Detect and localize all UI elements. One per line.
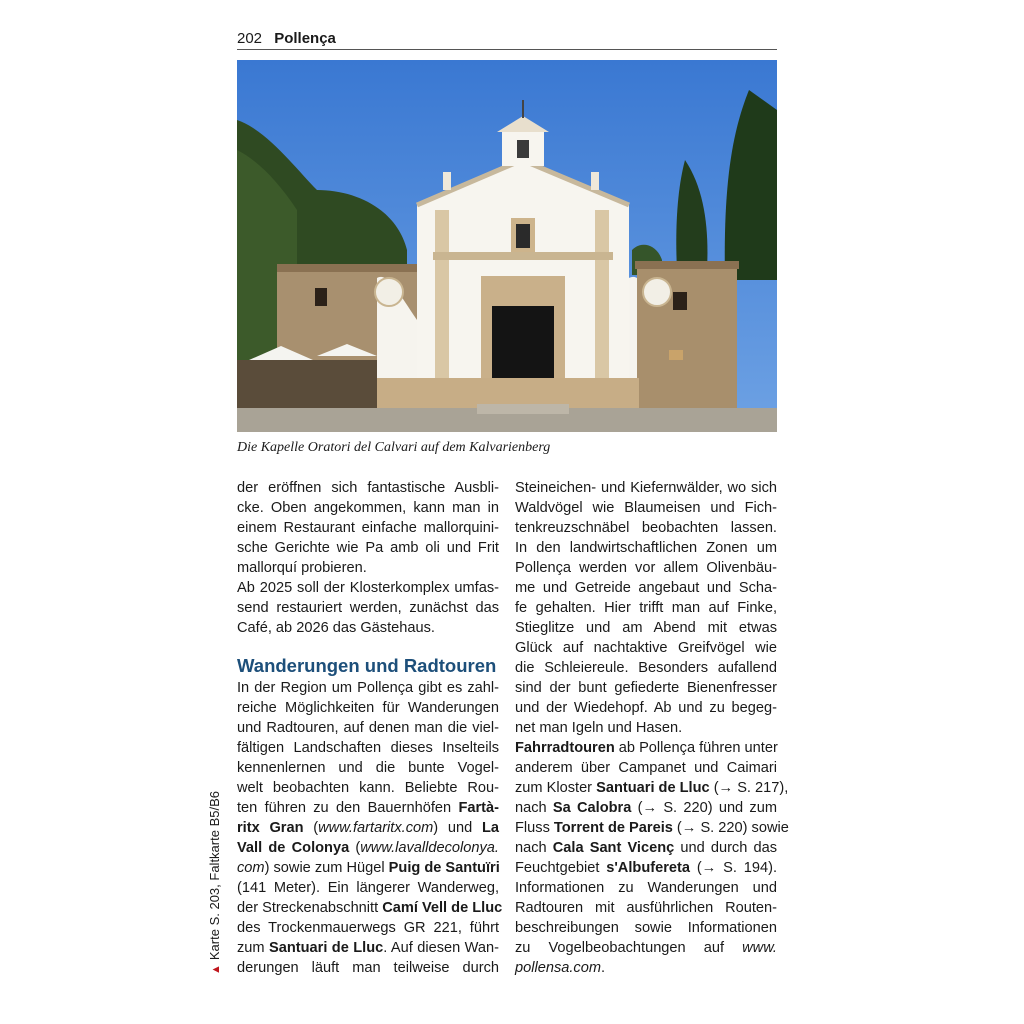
- text-line: Glück auf nachtaktive Greifvögel wie: [515, 640, 777, 656]
- text-line: ten führen zu den Bauernhöfen Fartà-: [237, 800, 499, 816]
- text-line: zu Vogelbeobachtungen auf www.: [515, 940, 777, 956]
- web-link[interactable]: com: [237, 860, 265, 876]
- text-line: fältigen Landschaften dieses Inselteils: [237, 740, 499, 756]
- place-name: s'Albufereta: [606, 860, 690, 876]
- text-line: kennenlernen und die bunte Vogel-: [237, 760, 499, 776]
- text-line: zum Santuari de Lluc. Auf diesen Wan-: [237, 940, 500, 956]
- page-reference[interactable]: (→ S. 217),: [709, 780, 789, 796]
- text-line: fe gehalten. Hier trifft man auf Finke,: [515, 600, 777, 616]
- chapter-title: Pollença: [274, 30, 336, 47]
- map-reference: [208, 791, 223, 975]
- text-line: ritx Gran (www.fartaritx.com) und La: [237, 820, 499, 836]
- map-reference-text: Karte S. 203, Faltkarte B5/B6: [207, 791, 222, 961]
- text-line: Stieglitze und am Abend mit etwas: [515, 620, 777, 636]
- bike-paragraph: [515, 738, 789, 978]
- text-line: nach Sa Calobra (→ S. 220) und zum: [515, 800, 777, 816]
- place-name: Sa Calobra: [552, 800, 632, 816]
- place-name: Fartà-: [458, 800, 499, 816]
- text-line: me und Getreide angebaut und Scha-: [515, 580, 777, 596]
- text-line: reiche Möglichkeiten für Wanderungen: [237, 700, 499, 716]
- text-line: der Streckenabschnitt Camí Vell de Lluc: [237, 900, 503, 916]
- web-link[interactable]: www.fartaritx.com: [318, 820, 434, 836]
- text-line: net man Igeln und Hasen.: [515, 720, 683, 736]
- text-line: com) sowie zum Hügel Puig de Santuïri: [237, 860, 500, 876]
- text-line: derungen läuft man teilweise durch: [237, 960, 499, 976]
- intro-paragraph: [237, 478, 499, 578]
- text-line: Pollença werden vor allem Olivenbäu-: [515, 560, 777, 576]
- text-line: Ab 2025 soll der Klosterkomplex umfas-: [237, 580, 499, 596]
- text-line: Fahrradtouren ab Pollença führen unter: [515, 740, 778, 756]
- text-line: mallorquí probieren.: [237, 560, 367, 576]
- text-line: tenkreuzschnäbel beobachten lassen.: [515, 520, 777, 536]
- keyword: Fahrradtouren: [515, 740, 615, 756]
- text-line: welt beobachten kann. Beliebte Rou-: [237, 780, 499, 796]
- place-name: Cala Sant Vicenç: [552, 840, 675, 856]
- page-reference[interactable]: (→ S. 220) und zum: [631, 800, 777, 816]
- text-line: Informationen zu Wanderungen und: [515, 880, 777, 896]
- triangle-marker-icon: ▲: [210, 964, 222, 975]
- text-line: des Trockenmauerwegs GR 221, führt: [237, 920, 499, 936]
- text-line: beschreibungen sowie Informationen: [515, 920, 777, 936]
- left-column: [237, 478, 503, 978]
- place-name: Torrent de Pareis: [553, 820, 673, 836]
- text-line: Vall de Colonya (www.lavalldecolonya.: [237, 840, 499, 856]
- text-line: Radtouren mit ausführlichen Routen-: [515, 900, 777, 916]
- place-name: Camí Vell de Lluc: [382, 900, 503, 916]
- text-line: und Radtouren, auf denen man die viel-: [237, 720, 499, 736]
- text-line: zum Kloster Santuari de Lluc (→ S. 217),: [515, 780, 789, 796]
- nature-paragraph: [515, 478, 777, 738]
- text-line: Feuchtgebiet s'Albufereta (→ S. 194).: [515, 860, 777, 876]
- place-name: Puig de Santuïri: [388, 860, 500, 876]
- text-line: der eröffnen sich fantastische Ausbli-: [237, 480, 499, 496]
- place-name: Santuari de Lluc: [269, 940, 384, 956]
- text-line: sind der bunt gefiederte Bienenfresser: [515, 680, 777, 696]
- chapel-photo: [237, 60, 777, 432]
- text-line: send restauriert werden, zunächst das: [237, 600, 499, 616]
- page-number: 202: [237, 30, 263, 47]
- web-link[interactable]: www.: [742, 940, 777, 956]
- web-link[interactable]: pollensa.com: [515, 960, 601, 976]
- text-line: nach Cala Sant Vicenç und durch das: [515, 840, 777, 856]
- text-line: Fluss Torrent de Pareis (→ S. 220) sowie: [515, 820, 789, 836]
- place-name: Santuari de Lluc: [596, 780, 710, 796]
- text-line: einem Restaurant einfache mallorquini-: [237, 520, 499, 536]
- section-heading: Wanderungen und Radtouren: [237, 655, 497, 676]
- text-line: pollensa.com.: [515, 960, 606, 976]
- page-reference[interactable]: (→ S. 220) sowie: [672, 820, 789, 836]
- text-line: In den landwirtschaftlichen Zonen um: [515, 540, 777, 556]
- right-column: [515, 478, 789, 978]
- text-line: In der Region um Pollença gibt es zahl-: [237, 680, 499, 696]
- renovation-paragraph: [237, 578, 499, 638]
- text-line: Waldvögel wie Blaumeisen und Fich-: [515, 500, 777, 516]
- text-line: sche Gerichte wie Pa amb oli und Frit: [237, 540, 499, 556]
- text-line: Café, ab 2026 das Gästehaus.: [237, 620, 435, 636]
- web-link[interactable]: www.lavalldecolonya.: [360, 840, 499, 856]
- place-name: La: [481, 820, 499, 836]
- page-reference[interactable]: (→ S. 194).: [689, 860, 777, 876]
- running-header: [237, 30, 777, 50]
- text-line: (141 Meter). Ein längerer Wanderweg,: [237, 880, 499, 896]
- text-line: die Schleiereule. Besonders aufallend: [515, 660, 777, 676]
- text-line: cke. Oben angekommen, kann man in: [237, 500, 499, 516]
- hiking-paragraph: [237, 678, 503, 978]
- place-name: Vall de Colonya: [237, 840, 350, 856]
- text-line: und der Wiedehopf. Ab und zu begeg-: [515, 700, 777, 716]
- photo-caption: Die Kapelle Oratori del Calvari auf dem Kalvarienberg: [237, 440, 551, 455]
- place-name: ritx Gran: [237, 820, 304, 836]
- text-line: anderem über Campanet und Caimari: [515, 760, 777, 776]
- text-line: Steineichen- und Kiefernwälder, wo sich: [515, 480, 777, 496]
